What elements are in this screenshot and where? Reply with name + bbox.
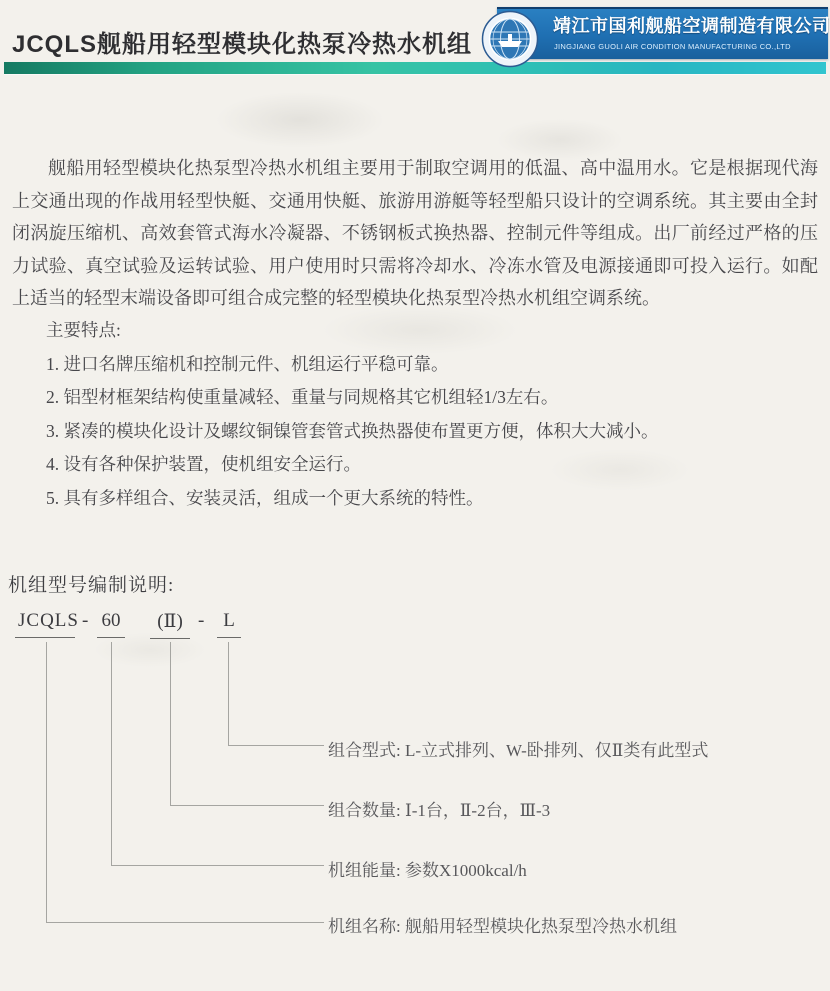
connector-line-capacity-h bbox=[111, 865, 324, 866]
connector-line-type-h bbox=[228, 745, 324, 746]
model-designation-heading: 机组型号编制说明: bbox=[8, 575, 175, 596]
feature-item: 4. 设有各种保护装置，使机组安全运行。 bbox=[46, 454, 361, 474]
model-code-type: L bbox=[217, 610, 241, 638]
legend-combination-type: 组合型式: L-立式排列、W-卧排列、仅Ⅱ类有此型式 bbox=[328, 741, 709, 760]
legend-unit-capacity: 机组能量: 参数X1000kcal/h bbox=[328, 861, 527, 880]
company-logo-icon bbox=[481, 10, 539, 68]
connector-line-quantity-h bbox=[170, 805, 324, 806]
legend-combination-quantity: 组合数量: Ⅰ-1台，Ⅱ-2台，Ⅲ-3 bbox=[328, 801, 551, 820]
model-code-quantity: (Ⅱ) bbox=[150, 610, 190, 639]
model-code-series: JCQLS bbox=[15, 610, 75, 638]
page-title: JCQLS舰船用轻型模块化热泵冷热水机组 bbox=[12, 31, 473, 58]
feature-item: 2. 铝型材框架结构使重量减轻、重量与同规格其它机组轻1/3左右。 bbox=[46, 387, 559, 407]
features-section bbox=[46, 314, 806, 515]
connector-line-series bbox=[46, 642, 47, 922]
connector-line-type bbox=[228, 642, 229, 745]
connector-line-quantity bbox=[170, 642, 171, 805]
connector-line-series-h bbox=[46, 922, 324, 923]
feature-item: 3. 紧凑的模块化设计及螺纹铜镍管套管式换热器使布置更方便，体积大大减小。 bbox=[46, 420, 659, 441]
connector-line-capacity bbox=[111, 642, 112, 865]
company-name-en: JINGJIANG GUOLI AIR CONDITION MANUFACTURING CO.,LTD bbox=[554, 42, 791, 51]
model-code-dash: - bbox=[82, 610, 89, 631]
features-heading: 主要特点: bbox=[46, 320, 121, 340]
intro-paragraph: 舰船用轻型模块化热泵型冷热水机组主要用于制取空调用的低温、高中温用水。它是根据现代海上交通出现的作战用轻型快艇、交通用快艇、旅游用游艇等轻型船只设计的空调系统。其主要由全封闭涡旋压缩机、高效套管式海水冷凝器、不锈钢板式换热器、控制元件等组成。出厂前经过严格的压力试验、真空试验及运转试验、用户使用时只需将冷却水、冷冻水管及电源接通即可投入运行。如配上适当的轻型末端设备即可组合成完整的轻型模块化热泵型冷热水机组空调系统。 bbox=[12, 158, 818, 308]
legend-unit-name: 机组名称: 舰船用轻型模块化热泵型冷热水机组 bbox=[328, 917, 677, 936]
model-code-capacity: 60 bbox=[97, 610, 125, 638]
title-underline-band bbox=[4, 62, 826, 74]
feature-item: 5. 具有多样组合、安装灵活，组成一个更大系统的特性。 bbox=[46, 487, 484, 508]
model-code-dash: - bbox=[198, 610, 205, 631]
company-name-cn: 靖江市国利舰船空调制造有限公司 bbox=[553, 16, 830, 36]
feature-item: 1. 进口名牌压缩机和控制元件、机组运行平稳可靠。 bbox=[46, 353, 449, 374]
